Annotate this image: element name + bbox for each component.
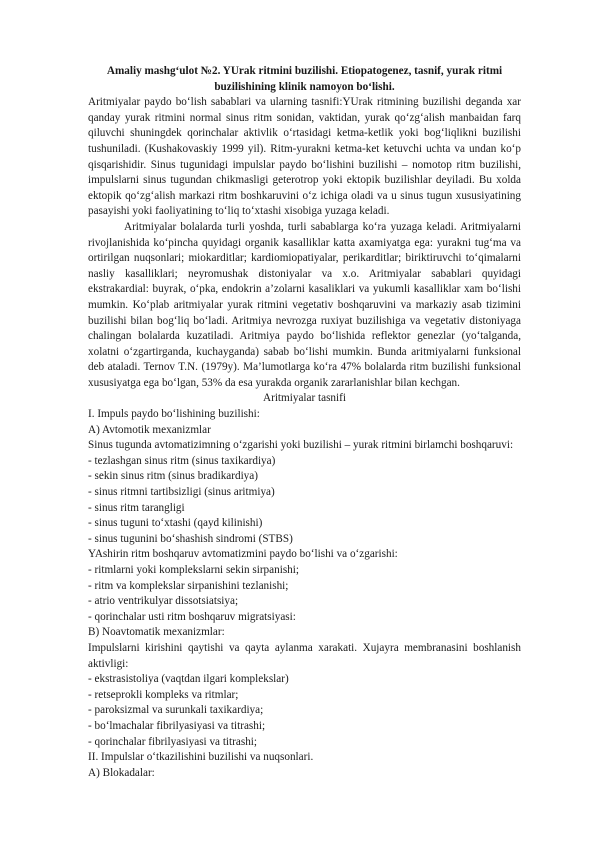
list-line: YAshirin ritm boshqaruv avtomatizmini paydo bo‘lishi va o‘zgarishi: (88, 548, 398, 561)
paragraph-arrhythmia-causes: Aritmiyalar paydo bo‘lish sabablari va ularning tasnifi:YUrak ritmining buzilishi deganda xar qanday yurak ritmini normal sinus ritm sonidan, vaktidan, yurak qo‘zg‘alish manbaidan farq qiluvchi shuningdek qorinchalar aktivlik o‘rtasidagi ketma-ketlik yoki bog‘liqlikni buzilishi tushuniladi. (Kushakovaskiy 1999 yil). Ritm-yurakni ketma-ket ketuvchi uchta va undan ko‘p qisqarishidir. Sinus tugunidagi impulslar paydo bo‘lishini buzilishi – nomotop ritm buzilishi, impulslarni sinus tugundan chikmasligi geterotrop yoki ektopik buzilishlar deyiladi. Bu xolda ektopik qo‘zg‘alish markazi ritm boshkaruvini o‘z ichiga oladi va u sinus tugun xususiyatining pasayishi yoki faoliyatining to‘liq to‘xtashi xisobiga yuzaga keladi. (88, 96, 521, 218)
list-line: - sinus ritmni tartibsizligi (sinus aritmiya) (88, 486, 275, 499)
list-line: - sekin sinus ritm (sinus bradikardiya) (88, 470, 258, 483)
document-title-line-2: buzilishining klinik namoyon bo‘lishi. (214, 80, 395, 93)
list-line: - ritm va komplekslar sirpanishini tezlanishi; (88, 579, 289, 592)
list-line: A) Avtomotik mexanizmlar (88, 423, 211, 436)
list-line: A) Blokadalar: (88, 766, 155, 779)
list-line: I. Impuls paydo bo‘lishining buzilishi: (88, 408, 260, 421)
list-line: - qorinchalar fibrilyasiyasi va titrashi; (88, 735, 258, 748)
document-title-line-1: Amaliy mashg‘ulot №2. YUrak ritmini buzilishi. Etiopatogenez, tasnif, yurak ritmi (106, 65, 503, 77)
list-line: II. Impulslar o‘tkazilishini buzilishi va nuqsonlari. (88, 751, 314, 764)
list-line: - sinus tuguni to‘xtashi (qayd kilinishi) (88, 517, 263, 530)
list-line: - qorinchalar usti ritm boshqaruv migratsiyasi: (88, 610, 296, 623)
list-line: - ekstrasistoliya (vaqtdan ilgari komplekslar) (88, 673, 289, 686)
list-line: - sinus ritm tarangligi (88, 501, 185, 514)
paragraph-impulse-reentry: Impulslarni kirishini qaytishi va qayta aylanma xarakati. Xujayra membranasini boshlanish aktivligi: (88, 641, 521, 670)
list-line: - atrio ventrikulyar dissotsiatsiya; (88, 595, 239, 608)
document-page (88, 64, 521, 781)
list-line: - ritmlarni yoki komplekslarni sekin sirpanishi; (88, 564, 299, 576)
list-line: - paroksizmal va surunkali taxikardiya; (88, 704, 264, 717)
list-line: - retseprokli kompleks va ritmlar; (88, 688, 239, 701)
list-line: - bo‘lmachalar fibrilyasiyasi va titrashi; (88, 719, 266, 732)
paragraph-arrhythmia-children: Aritmiyalar bolalarda turli yoshda, turli sabablarga ko‘ra yuzaga keladi. Aritmiyalarni rivojlanishida ko‘pincha quyidagi organik kasalliklar katta axamiyatga ega: yurakni tug‘ma va ortirilgan nuqsonlari; miokarditlar; kardiomiopatiyalar, perikarditlar; biriktiruvchi to‘qimalarni nasliy kasalliklari; neyromushak distoniyalar va x.o. Aritmiyalar sabablari quyidagi ekstrakardial: buyrak, o‘pka, endokrin a’zolarni kasaliklari va yukumli kasalliklar xam bo‘lishi mumkin. Ko‘plab aritmiyalar yurak ritmini vegetativ boshqaruvini va markaziy asab tizimini buzilishi bilan bog‘liq bo‘ladi. Aritmiya nevrozga ruxiyat buzilishiga va vegetativ distoniyaga chalingan bolalarda kuzatiladi. Aritmiya paydo bo‘lishida reflektor genezlar (yo‘talganda, xolatni o‘zgartirganda, kuchayganda) sabab bo‘lishi mumkin. Bunda aritmiyalarni funksional deb ataladi. Ternov T.N. (1979y). Ma’lumotlarga ko‘ra 47% bolalarda ritm buzilishi funksional xususiyatga ega bo‘lgan, 53% da esa yurakda organik zararlanishlar bilan kechgan. (88, 220, 521, 389)
list-line: - sinus tugunini bo‘shashish sindromi (STBS) (88, 532, 293, 545)
list-line: B) Noavtomatik mexanizmlar: (88, 626, 225, 639)
list-line: - tezlashgan sinus ritm (sinus taxikardiya) (88, 454, 276, 467)
classification-heading: Aritmiyalar tasnifi (263, 392, 346, 405)
list-line: Sinus tugunda avtomatizimning o‘zgarishi yoki buzilishi – yurak ritmini birlamchi boshqaruvi: (88, 439, 514, 452)
